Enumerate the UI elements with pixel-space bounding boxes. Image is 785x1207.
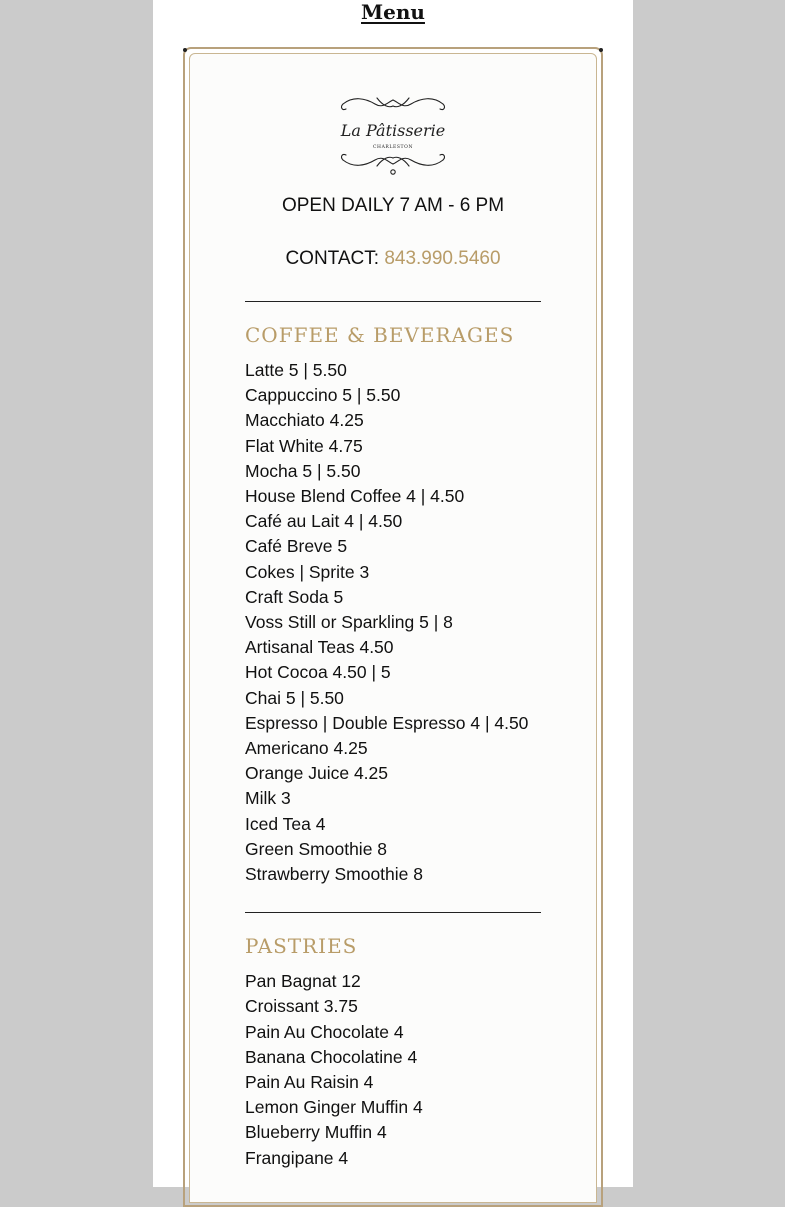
menu-item: Cappuccino 5 | 5.50 (245, 385, 401, 406)
menu-item: Hot Cocoa 4.50 | 5 (245, 662, 391, 683)
menu-item: Green Smoothie 8 (245, 838, 388, 859)
coffee-beverages-list (245, 358, 541, 887)
phone-link[interactable]: 843.990.5460 (384, 248, 501, 269)
page-title-text: Menu (361, 0, 425, 24)
menu-item: Pain Au Chocolate 4 (245, 1021, 404, 1042)
menu-item: Macchiato 4.25 (245, 410, 364, 431)
section-heading-pastries: PASTRIES (245, 934, 358, 959)
menu-content (245, 92, 541, 1171)
menu-item: Voss Still or Sparkling 5 | 8 (245, 612, 453, 633)
menu-item: Strawberry Smoothie 8 (245, 864, 423, 885)
menu-item: Frangipane 4 (245, 1147, 349, 1168)
menu-item: Chai 5 | 5.50 (245, 687, 344, 708)
menu-item: Croissant 3.75 (245, 996, 358, 1017)
section-divider (245, 301, 541, 302)
menu-item: Café au Lait 4 | 4.50 (245, 511, 403, 532)
page (153, 0, 633, 1187)
menu-item: Americano 4.25 (245, 738, 368, 759)
menu-item: Artisanal Teas 4.50 (245, 637, 394, 658)
contact-label: CONTACT: (285, 248, 380, 269)
menu-item: Blueberry Muffin 4 (245, 1122, 387, 1143)
menu-item: Lemon Ginger Muffin 4 (245, 1097, 423, 1118)
la-patisserie-logo (333, 92, 453, 182)
menu-item: House Blend Coffee 4 | 4.50 (245, 486, 465, 507)
menu-item: Iced Tea 4 (245, 813, 326, 834)
menu-item: Craft Soda 5 (245, 586, 344, 607)
menu-item: Milk 3 (245, 788, 291, 809)
contact-line (245, 247, 541, 271)
frame-corner-dot-right (599, 48, 603, 52)
pastries-list (245, 969, 541, 1171)
frame-corner-dot-left (183, 48, 187, 52)
menu-item: Cokes | Sprite 3 (245, 561, 370, 582)
section-heading-coffee-beverages: COFFEE & BEVERAGES (245, 323, 515, 347)
menu-item: Pain Au Raisin 4 (245, 1072, 374, 1093)
menu-item: Mocha 5 | 5.50 (245, 460, 361, 481)
logo-name: La Pâtisserie (340, 121, 446, 140)
opening-hours: OPEN DAILY 7 AM - 6 PM (281, 195, 505, 216)
section-divider (245, 912, 541, 913)
page-title (153, 0, 633, 24)
menu-item: Orange Juice 4.25 (245, 763, 389, 784)
logo-city: CHARLESTON (373, 145, 413, 150)
menu-item: Café Breve 5 (245, 536, 348, 557)
menu-item: Flat White 4.75 (245, 435, 363, 456)
menu-item: Latte 5 | 5.50 (245, 360, 347, 380)
menu-item: Espresso | Double Espresso 4 | 4.50 (245, 712, 529, 733)
menu-item: Banana Chocolatine 4 (245, 1046, 418, 1067)
menu-item: Pan Bagnat 12 (245, 971, 361, 992)
